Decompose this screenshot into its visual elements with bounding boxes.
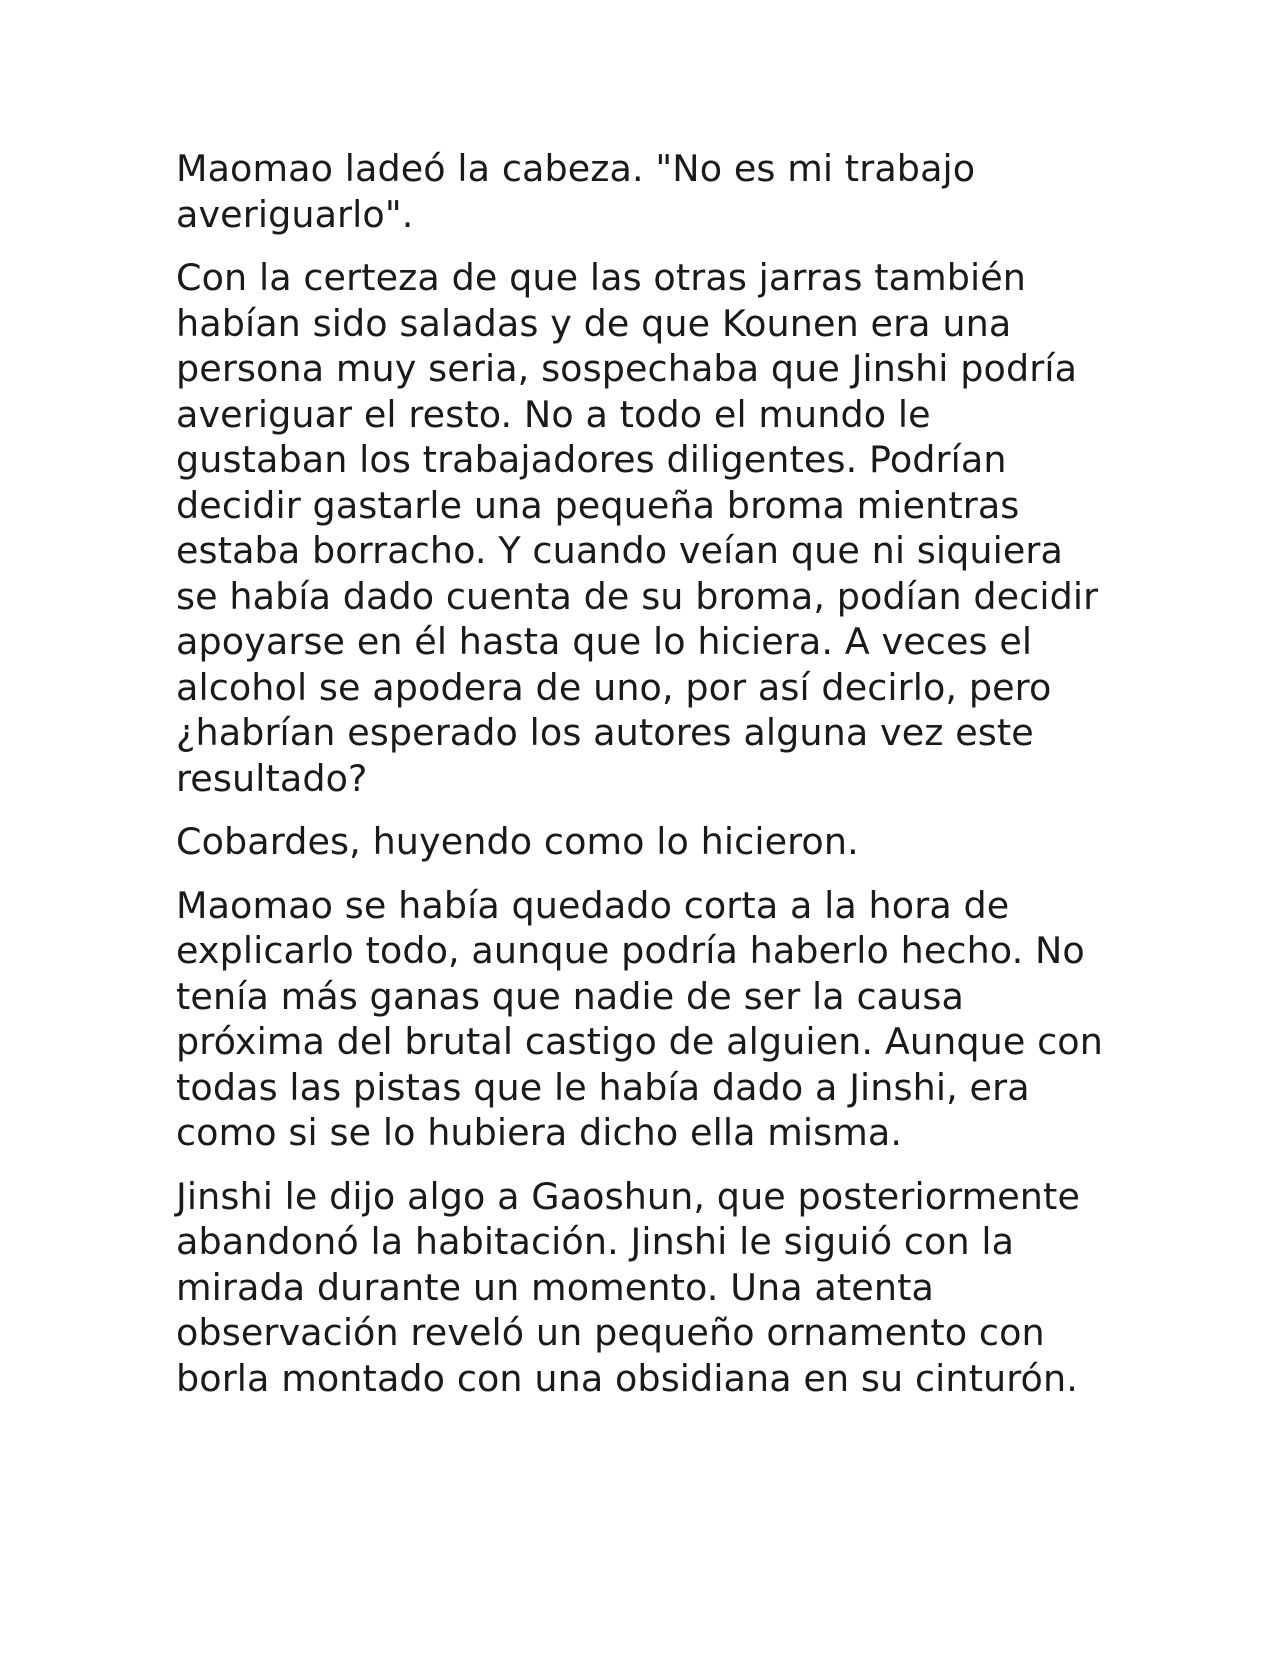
paragraph-2: Con la certeza de que las otras jarras también habían sido saladas y de que Kounen era una persona muy seria, sospechaba que Jinshi podría averiguar el resto. No a todo el mundo le gustaban los trabajadores diligentes. Podrían decidir gastarle una pequeña broma mientras estaba borracho. Y cuando veían que ni siquiera se había dado cuenta de su broma, podían decidir apoyarse en él hasta que lo hiciera. A veces el alcohol se apodera de uno, por así decirlo, pero ¿habrían esperado los autores alguna vez este resultado? [176, 256, 1099, 800]
paragraph-1: Maomao ladeó la cabeza. "No es mi trabajo averiguarlo". [176, 147, 976, 236]
paragraph-3: Cobardes, huyendo como lo hicieron. [176, 820, 859, 863]
paragraph-5: Jinshi le dijo algo a Gaoshun, que posteriormente abandonó la habitación. Jinshi le siguió con la mirada durante un momento. Una atenta observación reveló un pequeño ornamento con borla montado con una obsidiana en su cinturón. [176, 1174, 1080, 1400]
body-text [176, 146, 1106, 1419]
paragraph-4: Maomao se había quedado corta a la hora de explicarlo todo, aunque podría haberlo hecho. No tenía más ganas que nadie de ser la causa próxima del brutal castigo de alguien. Aunque con todas las pistas que le había dado a Jinshi, era como si se lo hubiera dicho ella misma. [176, 883, 1103, 1154]
